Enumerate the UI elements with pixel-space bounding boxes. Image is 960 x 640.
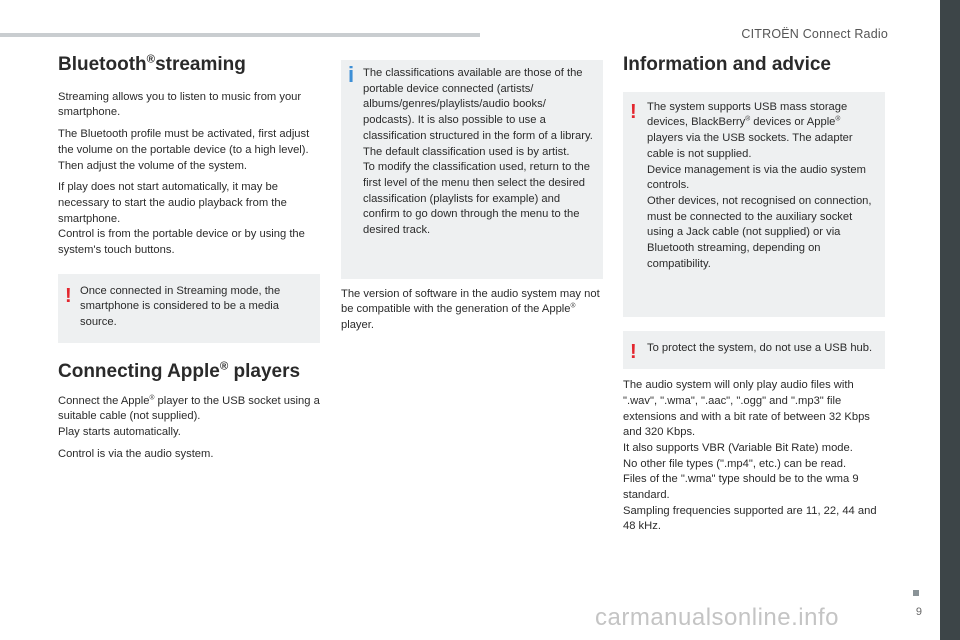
column-2 — [341, 60, 603, 340]
warning-exclamation-icon: ! — [630, 100, 637, 123]
paragraph: Control is from the portable device or by using the system's touch buttons. — [58, 228, 305, 257]
paragraph: No other file types (".mp4", etc.) can be read. — [623, 457, 847, 470]
paragraph: If play does not start automatically, it may be necessary to start the audio playback from the smartphone. — [58, 181, 287, 225]
warning-box — [623, 92, 885, 318]
column-3 — [623, 50, 885, 535]
info-icon: i — [348, 62, 355, 87]
info-text: The classifications available are those of the portable device connected (artists/ albums/genres/playlists/audio books/ podcasts). It is also possible to use a classification structured in the form of a library. — [363, 67, 593, 142]
warning-box — [58, 274, 320, 343]
column-1 — [58, 50, 320, 468]
heading-information-advice: Information and advice — [623, 54, 831, 75]
info-text: To modify the classification used, return to the first level of the menu then select the desired classification (playlists for example) and confirm to go down through the menu to the desired track. — [363, 161, 590, 237]
side-rail — [940, 0, 960, 640]
paragraph: It also supports VBR (Variable Bit Rate) mode. — [623, 441, 853, 454]
info-box — [341, 60, 603, 279]
paragraph: Control is via the audio system. — [58, 447, 214, 460]
info-text: The default classification used is by artist. — [363, 145, 570, 158]
paragraph: The audio system will only play audio files with ".wav", ".wma", ".aac", ".ogg" and ".mp3" file extensions and with a bit rate of between 32 Kbps and 320 Kbps. — [623, 379, 870, 439]
paragraph: Streaming allows you to listen to music from your smartphone. — [58, 90, 302, 119]
watermark: carmanualsonline.info — [595, 604, 839, 631]
paragraph: Sampling frequencies supported are 11, 22, 44 and 48 kHz. — [623, 504, 877, 533]
manual-title: CITROËN Connect Radio — [741, 27, 888, 41]
heading-bluetooth-streaming: Bluetooth®streaming — [58, 53, 246, 75]
warning-exclamation-icon: ! — [65, 284, 72, 307]
page-dot-icon — [913, 590, 919, 596]
paragraph: The Bluetooth profile must be activated, first adjust the volume on the portable device (to a high level). — [58, 128, 310, 156]
top-divider-bar — [0, 33, 480, 37]
warning-text: Device management is via the audio system controls. — [647, 163, 866, 192]
paragraph: Files of the ".wma" type should be to the wma 9 standard. — [623, 473, 859, 502]
warning-text: Once connected in Streaming mode, the smartphone is considered to be a media source. — [80, 284, 281, 329]
heading-connecting-apple: Connecting Apple® players — [58, 360, 301, 382]
page-number: 9 — [915, 606, 922, 618]
paragraph: Then adjust the volume of the system. — [58, 159, 248, 172]
paragraph: Connect the Apple® player to the USB socket using a suitable cable (not supplied). — [58, 393, 320, 423]
paragraph: Play starts automatically. — [58, 425, 181, 438]
paragraph: The version of software in the audio system may not be compatible with the generation of the Apple® player. — [341, 287, 600, 332]
warning-text: The system supports USB mass storage devices, BlackBerry® devices or Apple® players via the USB sockets. The adapter cable is not supplied. — [647, 100, 853, 160]
warning-box — [623, 331, 885, 369]
warning-exclamation-icon: ! — [630, 341, 637, 364]
warning-text: Other devices, not recognised on connection, must be connected to the auxiliary socket using a Jack cable (not supplied) or via Bluetooth streaming, depending on compatibility. — [647, 194, 872, 270]
warning-text: To protect the system, do not use a USB hub. — [647, 342, 873, 355]
